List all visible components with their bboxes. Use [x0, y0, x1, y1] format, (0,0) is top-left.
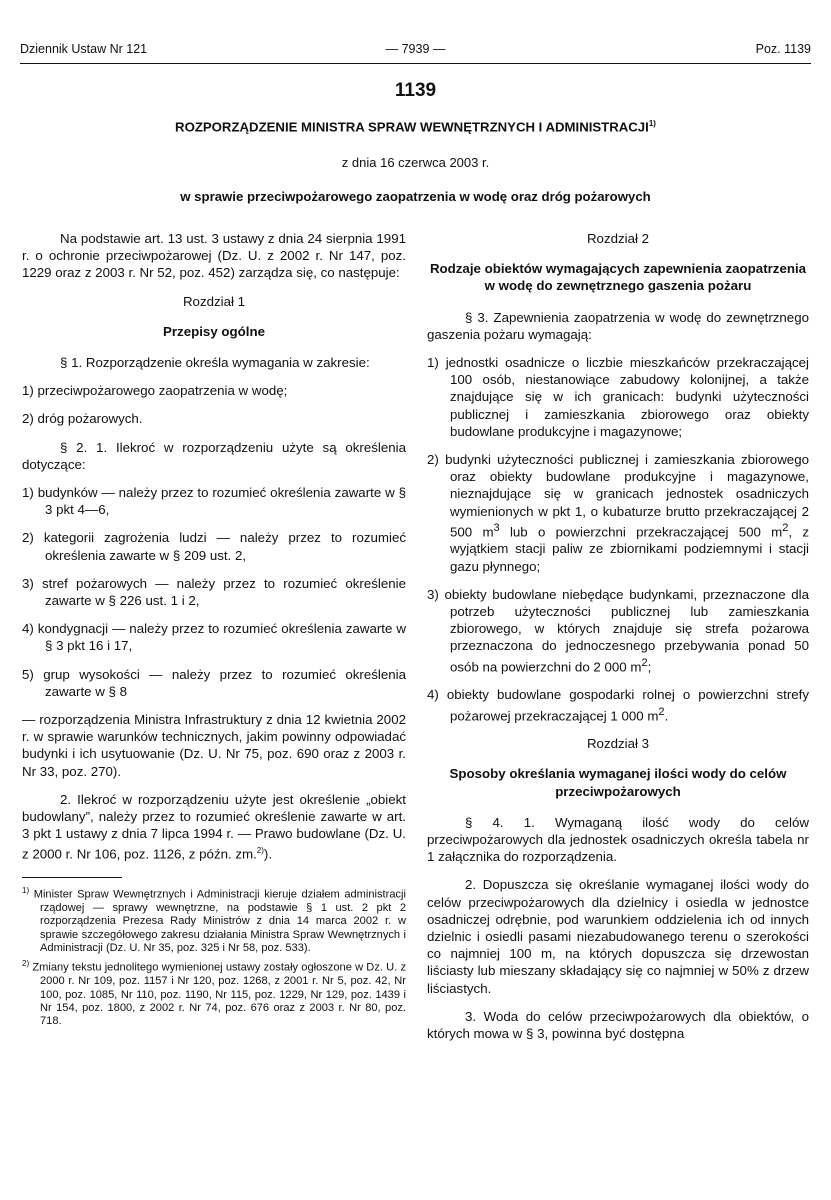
- act-number: 1139: [394, 80, 437, 101]
- act-title-text: ROZPORZĄDZENIE MINISTRA SPRAW WEWNĘTRZNYCH I ADMINISTRACJI: [175, 119, 649, 135]
- list-item: 2) kategorii zagrożenia ludzi — należy przez to rozumieć określenia zawarte w § 209 ust. 2,: [22, 530, 406, 563]
- superscript: 2: [658, 705, 665, 718]
- superscript: 2: [782, 521, 789, 534]
- chapter-1-title: Przepisy ogólne: [163, 323, 265, 339]
- list-item: [427, 451, 809, 575]
- section-2: § 2. 1. Ilekroć w rozporządzeniu użyte są określenia dotyczące:: [22, 439, 406, 472]
- footnote-1: [22, 884, 406, 955]
- list-item: 1) budynków — należy przez to rozumieć określenia zawarte w § 3 pkt 4—6,: [22, 485, 406, 518]
- page-header: [20, 42, 811, 62]
- chapter-2-label: Rozdział 2: [586, 231, 650, 246]
- section-2-paragraph-2-end: ).: [263, 846, 273, 862]
- section-2-paragraph-2: [22, 791, 406, 863]
- chapter-2-title: Rodzaje obiektów wymagających zapewnienia zaopatrzenia w wodę do zewnętrznego gaszenia pożaru: [429, 261, 807, 294]
- list-item: [427, 586, 809, 675]
- list-item: 3) stref pożarowych — należy przez to rozumieć określenie zawarte w § 226 ust. 1 i 2,: [22, 575, 406, 609]
- left-column: [22, 230, 406, 1030]
- preamble: Na podstawie art. 13 ust. 3 ustawy z dnia 24 sierpnia 1991 r. o ochronie przeciwpożarowej (Dz. U. z 2002 r. Nr 147, poz. 1229 oraz z 2003 r. Nr 52, poz. 452) zarządza się, co następuje:: [22, 231, 406, 281]
- section-1: § 1. Rozporządzenie określa wymagania w zakresie:: [60, 355, 370, 371]
- list-item: 1) jednostki osadnicze o liczbie mieszkańców przekraczającej 100 osób, niestanowiące zabudowy kolonijnej, a także znajdujące się w ich granicach: budynki użyteczności publicznej i zamieszkania zbiorowego oraz obiekty budowlane produkcyjne i magazynowe;: [427, 355, 809, 439]
- list-item-text: 3) obiekty budowlane niebędące budynkami, przeznaczone dla potrzeb użyteczności publicznej lub zamieszkania zbiorowego, w których znajduje się strefa pożarowa przeznaczona do jednoczesnego przebywania ponad 50 osób na powierzchni do 2 000 m: [427, 586, 809, 675]
- section-4-paragraph-3: 3. Woda do celów przeciwpożarowych dla obiektów, o których mowa w § 3, powinna być dostępna: [427, 1008, 809, 1041]
- list-item-text: .: [664, 707, 669, 723]
- list-item-text: ;: [647, 659, 652, 675]
- footnote-number: 1): [22, 886, 30, 896]
- footnote-rule: [22, 877, 122, 878]
- position-number: Poz. 1139: [755, 42, 811, 56]
- header-rule: [20, 63, 811, 64]
- superscript: 3: [493, 521, 500, 534]
- list-item-text: 4) obiekty budowlane gospodarki rolnej o powierzchni strefy pożarowej przekraczającej 1 000 m: [427, 687, 809, 723]
- superscript: 2: [641, 656, 648, 669]
- act-title: [0, 119, 831, 134]
- footnote-ref-1: 1): [648, 119, 656, 128]
- footnote-text: Minister Spraw Wewnętrznych i Administracji kieruje działem administracji rządowej — sprawy wewnętrzne, na podstawie § 1 ust. 2 pkt 2 rozporządzenia Prezesa Rady Ministrów z dnia 14 marca 2002 r. w sprawie szczegółowego zakresu działania Ministra Spraw Wewnętrznych i Administracji (Dz. U. Nr 35, poz. 325 i Nr 58, poz. 533).: [33, 888, 406, 954]
- section-2-tail: — rozporządzenia Ministra Infrastruktury z dnia 12 kwietnia 2002 r. w sprawie warunków technicznych, jakim powinny odpowiadać budynki i ich usytuowanie (Dz. U. Nr 75, poz. 690 oraz z 2003 r. Nr 33, poz. 270).: [22, 712, 406, 779]
- section-2-paragraph-2-text: 2. Ilekroć w rozporządzeniu użyte jest określenie „obiekt budowlany”, należy przez to rozumieć określenie zawarte w art. 3 pkt 1 ustawy z dnia 7 lipca 1994 r. — Prawo budowlane (Dz. U. z 2000 r. Nr 106, poz. 1126, z późn. zm.: [22, 791, 406, 862]
- chapter-3-title: Sposoby określania wymaganej ilości wody do celów przeciwpożarowych: [449, 766, 787, 799]
- journal-name: Dziennik Ustaw Nr 121: [20, 42, 148, 56]
- right-column: [427, 230, 809, 1053]
- section-4-paragraph-1: § 4. 1. Wymaganą ilość wody do celów przeciwpożarowych dla jednostek osadniczych określa tabela nr 1 załącznika do rozporządzenia.: [427, 814, 809, 865]
- footnote-2: [22, 957, 406, 1028]
- section-3: § 3. Zapewnienia zaopatrzenia w wodę do zewnętrznego gaszenia pożaru wymagają:: [427, 309, 809, 342]
- act-subject: w sprawie przeciwpożarowego zaopatrzenia w wodę oraz dróg pożarowych: [180, 189, 651, 204]
- act-date: z dnia 16 czerwca 2003 r.: [341, 155, 490, 170]
- section-4-paragraph-2: 2. Dopuszcza się określanie wymaganej ilości wody do celów przeciwpożarowych dla dzielnicy i osiedla w jednostce osadniczej odrębnie, pod warunkiem oddzielenia ich od innych dzielnic i osiedli pasami niezabudowanego terenu o szerokości co najmniej 100 m, na których dopuszcza się drzewostan liściasty lub mieszany składający się co najmniej w 50% z drzew liściastych.: [427, 877, 809, 996]
- list-item-text: lub o powierzchni przekraczającej 500 m: [499, 524, 783, 540]
- footnote-number: 2): [22, 959, 30, 969]
- list-item: 4) kondygnacji — należy przez to rozumieć określenia zawarte w § 3 pkt 16 i 17,: [22, 621, 406, 654]
- chapter-1-label: Rozdział 1: [182, 293, 246, 309]
- chapter-3-label: Rozdział 3: [586, 736, 650, 752]
- list-item: 2) dróg pożarowych.: [22, 411, 143, 427]
- list-item-text: , z wyjątkiem stacji paliw ze zbiornikami podziemnymi i stacji gazu płynnego;: [450, 524, 810, 574]
- footnote-text: Zmiany tekstu jednolitego wymienionej ustawy zostały ogłoszone w Dz. U. z 2000 r. Nr 109, poz. 1157 i Nr 120, poz. 1268, z 2001 r. Nr 5, poz. 42, Nr 100, poz. 1085, Nr 110, poz. 1190, Nr 115, poz. 1229, Nr 129, poz. 1439 i Nr 154, poz. 1800, z 2002 r. Nr 74, poz. 676 oraz z 2003 r. Nr 80, poz. 718.: [32, 961, 407, 1028]
- footnote-ref-2: 2): [256, 846, 264, 856]
- list-item: 5) grup wysokości — należy przez to rozumieć określenia zawarte w § 8: [22, 666, 406, 699]
- list-item: [427, 686, 809, 724]
- list-item: 1) przeciwpożarowego zaopatrzenia w wodę;: [22, 383, 288, 399]
- page-number: — 7939 —: [385, 42, 446, 56]
- list-item-text: 2) budynki użyteczności publicznej i zamieszkania zbiorowego oraz obiekty budowlane produkcyjne i magazynowe, nieznajdujące się w granicach jednostek osadniczych wymienionych w pkt 1, o kubaturze brutto przekraczającej 2 500 m: [427, 452, 809, 540]
